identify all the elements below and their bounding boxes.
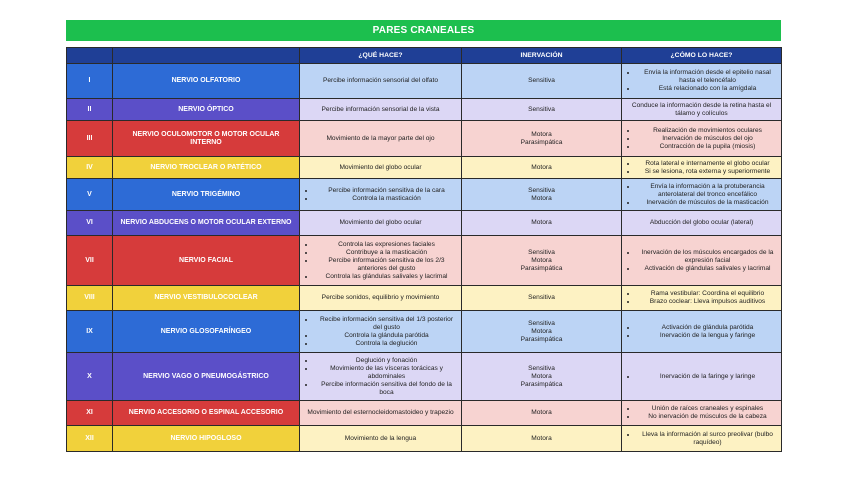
como-line: Conduce la información desde la retina hasta el tálamo y colículos: [631, 101, 772, 117]
nerve-name: NERVIO FACIAL: [113, 236, 300, 286]
header-como-lo-hace: ¿CÓMO LO HACE?: [622, 48, 782, 64]
nerve-name: NERVIO OCULOMOTOR O MOTOR OCULAR INTERNO: [113, 121, 300, 157]
que-line: Movimiento del globo ocular: [339, 219, 422, 226]
inerv-line: Sensitiva: [528, 186, 555, 194]
nerve-number: I: [67, 64, 113, 99]
como-list: [625, 373, 778, 381]
table-row: [67, 311, 782, 353]
inerv-line: Parasimpática: [520, 335, 563, 343]
inerv-line: Sensitiva: [528, 294, 555, 301]
como-list: [625, 324, 778, 340]
list-item: • Percibe información sensitiva de la cara: [315, 187, 458, 195]
list-item: • Controla la deglución: [315, 340, 458, 348]
inerv-line: Parasimpática: [520, 138, 563, 146]
inervacion-cell: [462, 286, 622, 311]
table-row: [67, 286, 782, 311]
inerv-line: Sensitiva: [528, 364, 555, 372]
como-list: [625, 160, 778, 176]
nerve-name: NERVIO TROCLEAR O PATÉTICO: [113, 157, 300, 179]
list-item: • Realización de movimientos oculares: [637, 127, 778, 135]
inerv-line: Sensitiva: [528, 77, 555, 84]
list-item: • Controla las glándulas salivales y lacrimal: [315, 273, 458, 281]
inerv-line: Motora: [531, 194, 552, 202]
que-hace-cell: [300, 311, 462, 353]
inerv-line: Sensitiva: [528, 105, 555, 113]
como-list: [625, 290, 778, 306]
que-line: Movimiento de la mayor parte del ojo: [326, 134, 435, 142]
que-hace-cell: [300, 286, 462, 311]
list-item: • Controla la masticación: [315, 195, 458, 203]
que-list: [303, 316, 458, 348]
que-hace-cell: [300, 157, 462, 179]
como-lo-hace-cell: [622, 179, 782, 211]
list-item: • Envía la información desde el epitelio nasal hasta el telencéfalo: [637, 69, 778, 85]
como-lo-hace-cell: [622, 401, 782, 426]
inervacion-cell: [462, 426, 622, 452]
como-list: [625, 127, 778, 151]
header-row: [67, 48, 782, 64]
table-row: [67, 426, 782, 452]
list-item: • Deglución y fonación: [315, 357, 458, 365]
list-item: • No inervación de músculos de la cabeza: [637, 413, 778, 421]
como-lo-hace-cell: [622, 426, 782, 452]
que-list: [303, 241, 458, 281]
que-line: Movimiento de la lengua: [344, 434, 417, 442]
que-hace-cell: [300, 353, 462, 401]
list-item: • Controla las expresiones faciales: [315, 241, 458, 249]
table-body: [67, 64, 782, 452]
table-row: [67, 121, 782, 157]
inerv-line: Motora: [531, 130, 552, 138]
que-hace-cell: [300, 179, 462, 211]
nerve-name: NERVIO ACCESORIO O ESPINAL ACCESORIO: [113, 401, 300, 426]
inerv-line: Motora: [531, 372, 552, 380]
list-item: • Brazo coclear: Lleva impulsos auditivos: [637, 298, 778, 306]
inerv-line: Motora: [531, 327, 552, 335]
nerve-name: NERVIO TRIGÉMINO: [113, 179, 300, 211]
como-line: Abducción del globo ocular (lateral): [649, 219, 754, 226]
table-row: [67, 401, 782, 426]
table-row: [67, 211, 782, 236]
list-item: • Está relacionado con la amígdala: [637, 85, 778, 93]
como-list: [625, 183, 778, 207]
list-item: • Controla la glándula parótida: [315, 332, 458, 340]
nerve-number: IX: [67, 311, 113, 353]
que-line: Percibe información sensorial del olfato: [322, 77, 439, 84]
list-item: • Envía la información a la protuberancia anterolateral del tronco encefálico: [637, 183, 778, 199]
list-item: • Contracción de la pupila (miosis): [637, 143, 778, 151]
como-list: [625, 405, 778, 421]
list-item: • Percibe información sensitiva de los 2/3 anteriores del gusto: [315, 257, 458, 273]
nerve-number: II: [67, 99, 113, 121]
inervacion-cell: [462, 353, 622, 401]
que-hace-cell: [300, 99, 462, 121]
como-list: [625, 249, 778, 273]
table-row: [67, 64, 782, 99]
que-line: Percibe información sensorial de la vista: [321, 105, 440, 113]
como-list: [625, 431, 778, 447]
como-lo-hace-cell: [622, 311, 782, 353]
inerv-line: Motora: [531, 434, 552, 442]
nerve-number: VI: [67, 211, 113, 236]
que-line: Percibe sonidos, equilibrio y movimiento: [321, 294, 440, 301]
como-lo-hace-cell: [622, 236, 782, 286]
list-item: • Movimiento de las vísceras torácicas y abdominales: [315, 365, 458, 381]
como-lo-hace-cell: [622, 99, 782, 121]
inervacion-cell: [462, 179, 622, 211]
nerve-number: XI: [67, 401, 113, 426]
list-item: • Contribuye a la masticación: [315, 249, 458, 257]
list-item: • Inervación de músculos de la masticación: [637, 199, 778, 207]
como-lo-hace-cell: [622, 157, 782, 179]
nerve-name: NERVIO GLOSOFARÍNGEO: [113, 311, 300, 353]
nerve-number: III: [67, 121, 113, 157]
inervacion-cell: [462, 64, 622, 99]
que-list: [303, 187, 458, 203]
list-item: • Rama vestibular: Coordina el equilibrio: [637, 290, 778, 298]
nerve-number: IV: [67, 157, 113, 179]
header-inervacion: INERVACIÓN: [462, 48, 622, 64]
que-hace-cell: [300, 401, 462, 426]
inerv-line: Motora: [531, 219, 552, 226]
nerve-name: NERVIO ABDUCENS O MOTOR OCULAR EXTERNO: [113, 211, 300, 236]
como-lo-hace-cell: [622, 121, 782, 157]
como-list: [625, 69, 778, 93]
inerv-line: Parasimpática: [520, 264, 563, 272]
nerve-name: NERVIO HIPOGLOSO: [113, 426, 300, 452]
inerv-line: Motora: [531, 256, 552, 264]
table-row: [67, 179, 782, 211]
inervacion-cell: [462, 157, 622, 179]
list-item: • Activación de glándulas salivales y lacrimal: [637, 265, 778, 273]
list-item: • Inervación de la lengua y faringe: [637, 332, 778, 340]
inervacion-cell: [462, 121, 622, 157]
nerve-name: NERVIO OLFATORIO: [113, 64, 300, 99]
inervacion-cell: [462, 211, 622, 236]
inerv-line: Parasimpática: [520, 380, 563, 388]
que-hace-cell: [300, 211, 462, 236]
nerve-name: NERVIO VESTIBULOCOCLEAR: [113, 286, 300, 311]
nerve-number: V: [67, 179, 113, 211]
que-hace-cell: [300, 236, 462, 286]
nerve-number: XII: [67, 426, 113, 452]
list-item: • Lleva la información al surco preolivar (bulbo raquídeo): [637, 431, 778, 447]
header-que-hace: ¿QUÉ HACE?: [300, 48, 462, 64]
list-item: • Inervación de la faringe y laringe: [637, 373, 778, 381]
inerv-line: Motora: [531, 409, 552, 416]
header-name: [113, 48, 300, 64]
list-item: • Rota lateral e internamente el globo ocular: [637, 160, 778, 168]
como-lo-hace-cell: [622, 211, 782, 236]
inervacion-cell: [462, 311, 622, 353]
que-line: Movimiento del esternocleidomastoideo y trapezio: [307, 409, 454, 416]
que-list: [303, 357, 458, 397]
como-lo-hace-cell: [622, 64, 782, 99]
como-lo-hace-cell: [622, 286, 782, 311]
list-item: • Recibe información sensitiva del 1/3 posterior del gusto: [315, 316, 458, 332]
list-item: • Inervación de músculos del ojo: [637, 135, 778, 143]
nerve-number: VII: [67, 236, 113, 286]
list-item: • Inervación de los músculos encargados de la expresión facial: [637, 249, 778, 265]
inerv-line: Sensitiva: [528, 248, 555, 256]
inerv-line: Sensitiva: [528, 319, 555, 327]
nerve-number: X: [67, 353, 113, 401]
inervacion-cell: [462, 401, 622, 426]
table-row: [67, 157, 782, 179]
list-item: • Activación de glándula parótida: [637, 324, 778, 332]
table-row: [67, 99, 782, 121]
page-title: PARES CRANEALES: [66, 20, 781, 41]
inervacion-cell: [462, 99, 622, 121]
cranial-nerves-table: [66, 47, 782, 452]
nerve-name: NERVIO ÓPTICO: [113, 99, 300, 121]
que-hace-cell: [300, 426, 462, 452]
nerve-name: NERVIO VAGO O PNEUMOGÁSTRICO: [113, 353, 300, 401]
inervacion-cell: [462, 236, 622, 286]
list-item: • Si se lesiona, rota externa y superiormente: [637, 168, 778, 176]
list-item: • Unión de raíces craneales y espinales: [637, 405, 778, 413]
table-row: [67, 236, 782, 286]
que-line: Movimiento del globo ocular: [339, 163, 422, 171]
table-row: [67, 353, 782, 401]
list-item: • Percibe información sensitiva del fondo de la boca: [315, 381, 458, 397]
que-hace-cell: [300, 64, 462, 99]
que-hace-cell: [300, 121, 462, 157]
header-num: [67, 48, 113, 64]
nerve-number: VIII: [67, 286, 113, 311]
inerv-line: Motora: [531, 163, 552, 171]
como-lo-hace-cell: [622, 353, 782, 401]
